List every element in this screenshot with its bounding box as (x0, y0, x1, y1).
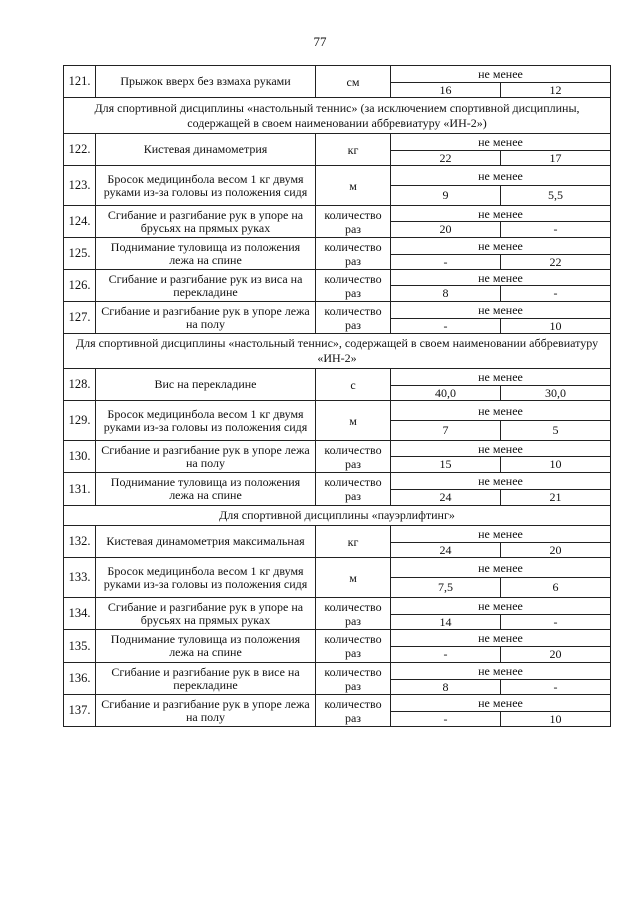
table-row (64, 473, 611, 490)
qualifier: не менее (391, 598, 611, 615)
exercise-name: Сгибание и разгибание рук из виса на перекладине (96, 270, 316, 302)
table-row (64, 558, 611, 578)
value-cell: 20 (391, 222, 501, 238)
row-number: 136. (64, 663, 96, 695)
qualifier: не менее (391, 630, 611, 647)
table-row (64, 66, 611, 83)
row-number: 128. (64, 369, 96, 401)
value-cell: 10 (501, 319, 611, 334)
table-row (64, 166, 611, 186)
value-cell: 21 (501, 490, 611, 506)
qualifier: не менее (391, 441, 611, 457)
value-cell: 8 (391, 286, 501, 302)
value-cell: 24 (391, 490, 501, 506)
page-number: 77 (313, 34, 327, 49)
row-number: 134. (64, 598, 96, 630)
unit: количество раз (316, 270, 391, 302)
unit: кг (316, 134, 391, 166)
section-title: Для спортивной дисциплины «настольный теннис» (за исключением спортивной дисциплины, содержащей в своем наименовании аббревиатуру «ИН-2») (64, 98, 611, 134)
section-title: Для спортивной дисциплины «настольный теннис», содержащей в своем наименовании аббревиатуру «ИН-2» (64, 334, 611, 369)
value-cell: 24 (391, 543, 501, 558)
value-cell: 7,5 (391, 578, 501, 598)
unit: м (316, 401, 391, 441)
unit: количество раз (316, 206, 391, 238)
value-cell: 15 (391, 457, 501, 473)
qualifier: не менее (391, 526, 611, 543)
qualifier: не менее (391, 270, 611, 286)
section-row (64, 506, 611, 526)
value-cell: 5,5 (501, 186, 611, 206)
value-cell: - (391, 319, 501, 334)
value-cell: - (501, 615, 611, 630)
value-cell: 16 (391, 83, 501, 98)
unit: количество раз (316, 238, 391, 270)
row-number: 122. (64, 134, 96, 166)
table-row (64, 134, 611, 151)
table-row (64, 695, 611, 712)
unit: количество раз (316, 695, 391, 727)
value-cell: 22 (501, 255, 611, 270)
section-title: Для спортивной дисциплины «пауэрлифтинг» (64, 506, 611, 526)
exercise-name: Поднимание туловища из положения лежа на спине (96, 238, 316, 270)
value-cell: 20 (501, 543, 611, 558)
row-number: 127. (64, 302, 96, 334)
row-number: 125. (64, 238, 96, 270)
value-cell: - (501, 222, 611, 238)
exercise-name: Бросок медицинбола весом 1 кг двумя руками из-за головы из положения сидя (96, 166, 316, 206)
table-row (64, 526, 611, 543)
exercise-name: Сгибание и разгибание рук в упоре на брусьях на прямых руках (96, 206, 316, 238)
value-cell: 8 (391, 680, 501, 695)
qualifier: не менее (391, 166, 611, 186)
unit: м (316, 166, 391, 206)
table-row (64, 401, 611, 421)
row-number: 133. (64, 558, 96, 598)
section-row (64, 334, 611, 369)
exercise-name: Поднимание туловища из положения лежа на спине (96, 630, 316, 663)
value-cell: 5 (501, 421, 611, 441)
row-number: 124. (64, 206, 96, 238)
row-number: 137. (64, 695, 96, 727)
qualifier: не менее (391, 66, 611, 83)
table-row (64, 369, 611, 386)
unit: количество раз (316, 302, 391, 334)
value-cell: 7 (391, 421, 501, 441)
exercise-name: Сгибание и разгибание рук в упоре лежа на полу (96, 441, 316, 473)
exercise-name: Сгибание и разгибание рук в упоре на брусьях на прямых руках (96, 598, 316, 630)
qualifier: не менее (391, 369, 611, 386)
unit: количество раз (316, 598, 391, 630)
table-row (64, 441, 611, 457)
table-row (64, 663, 611, 680)
unit: кг (316, 526, 391, 558)
table-row (64, 270, 611, 286)
unit: количество раз (316, 630, 391, 663)
table-row (64, 598, 611, 615)
unit: количество раз (316, 663, 391, 695)
exercise-name: Бросок медицинбола весом 1 кг двумя руками из-за головы из положения сидя (96, 558, 316, 598)
value-cell: 22 (391, 151, 501, 166)
unit: м (316, 558, 391, 598)
value-cell: 40,0 (391, 386, 501, 401)
table-row (64, 302, 611, 319)
exercise-name: Кистевая динамометрия (96, 134, 316, 166)
value-cell: 14 (391, 615, 501, 630)
qualifier: не менее (391, 238, 611, 255)
row-number: 129. (64, 401, 96, 441)
value-cell: 20 (501, 647, 611, 663)
qualifier: не менее (391, 401, 611, 421)
value-cell: - (391, 712, 501, 727)
qualifier: не менее (391, 473, 611, 490)
exercise-name: Сгибание и разгибание рук в упоре лежа на полу (96, 695, 316, 727)
row-number: 130. (64, 441, 96, 473)
qualifier: не менее (391, 663, 611, 680)
qualifier: не менее (391, 134, 611, 151)
value-cell: - (501, 680, 611, 695)
unit: количество раз (316, 441, 391, 473)
exercise-name: Сгибание и разгибание рук в упоре лежа на полу (96, 302, 316, 334)
qualifier: не менее (391, 695, 611, 712)
standards-table (63, 65, 611, 727)
value-cell: - (391, 647, 501, 663)
value-cell: 9 (391, 186, 501, 206)
table-row (64, 238, 611, 255)
value-cell: 10 (501, 457, 611, 473)
table-row (64, 630, 611, 647)
section-row (64, 98, 611, 134)
row-number: 135. (64, 630, 96, 663)
value-cell: 12 (501, 83, 611, 98)
exercise-name: Вис на перекладине (96, 369, 316, 401)
qualifier: не менее (391, 206, 611, 222)
unit: см (316, 66, 391, 98)
exercise-name: Бросок медицинбола весом 1 кг двумя руками из-за головы из положения сидя (96, 401, 316, 441)
row-number: 121. (64, 66, 96, 98)
row-number: 126. (64, 270, 96, 302)
exercise-name: Сгибание и разгибание рук в висе на перекладине (96, 663, 316, 695)
value-cell: 10 (501, 712, 611, 727)
row-number: 131. (64, 473, 96, 506)
value-cell: 30,0 (501, 386, 611, 401)
qualifier: не менее (391, 558, 611, 578)
row-number: 123. (64, 166, 96, 206)
exercise-name: Поднимание туловища из положения лежа на спине (96, 473, 316, 506)
value-cell: 6 (501, 578, 611, 598)
exercise-name: Прыжок вверх без взмаха руками (96, 66, 316, 98)
exercise-name: Кистевая динамометрия максимальная (96, 526, 316, 558)
unit: с (316, 369, 391, 401)
value-cell: - (391, 255, 501, 270)
row-number: 132. (64, 526, 96, 558)
value-cell: 17 (501, 151, 611, 166)
unit: количество раз (316, 473, 391, 506)
value-cell: - (501, 286, 611, 302)
table-row (64, 206, 611, 222)
qualifier: не менее (391, 302, 611, 319)
